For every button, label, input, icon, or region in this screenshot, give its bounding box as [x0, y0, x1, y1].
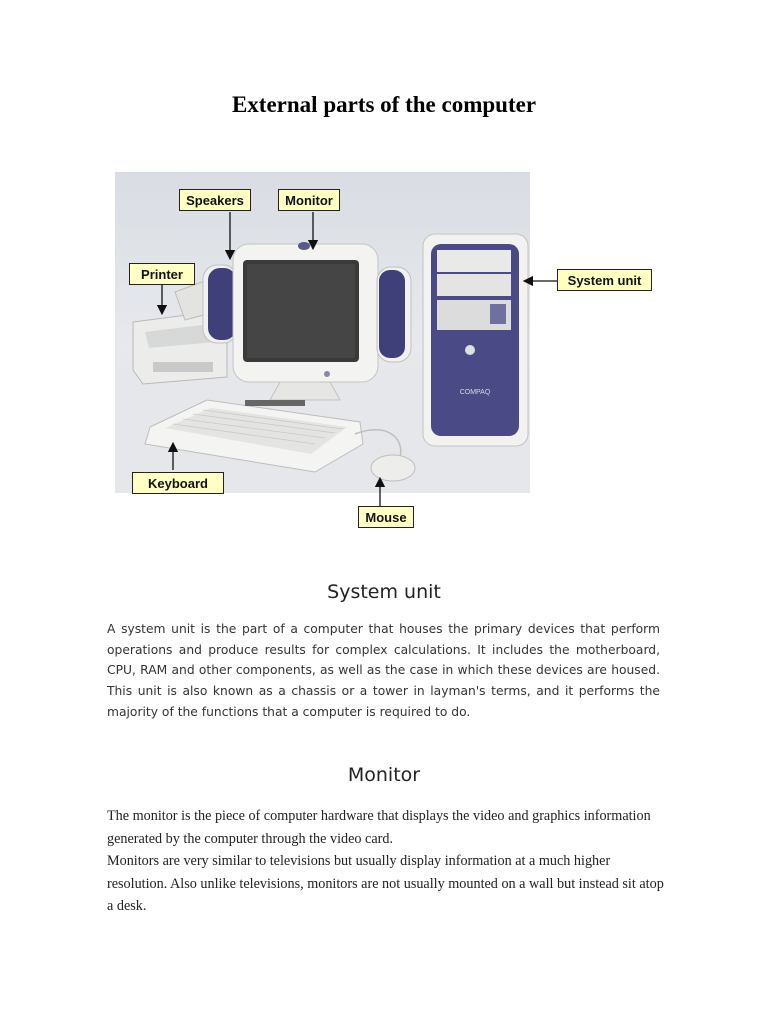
left-speaker: [203, 265, 237, 343]
printer-label: Printer: [129, 263, 195, 285]
monitor-label: Monitor: [278, 189, 340, 211]
right-speaker: [377, 267, 411, 362]
computer-illustration: [115, 172, 530, 493]
mouse-label: Mouse: [358, 506, 414, 528]
monitor-paragraph-1: The monitor is the piece of computer hardware that displays the video and graphics information generated by the computer through the video card.: [107, 808, 651, 847]
system-unit-device: [423, 234, 528, 446]
system-unit-body: A system unit is the part of a computer that houses the primary devices that perform operations and produce results for complex calculations. It includes the motherboard, CPU, RAM and other components, as well as the case in which these devices are housed. This unit is also known as a chassis or a tower in layman's terms, and it performs the majority of the functions that a computer is required to do.: [107, 622, 660, 719]
monitor-paragraph-2: Monitors are very similar to televisions but usually display information at a much higher resolution. Also unlike televisions, monitors are not usually mounted on a wall but instead sit atop a desk.: [107, 853, 664, 914]
keyboard-label: Keyboard: [132, 472, 224, 494]
system-unit-heading: System unit: [327, 581, 441, 603]
monitor-heading: Monitor: [347, 764, 421, 786]
speakers-label: Speakers: [179, 189, 251, 211]
monitor-device: [233, 242, 378, 400]
brand-logo: COMPAQ: [459, 389, 491, 396]
page-title: External parts of the computer: [231, 92, 537, 117]
computer-photo: [115, 172, 530, 493]
system-unit-label: System unit: [557, 269, 652, 291]
monitor-body: [107, 805, 667, 918]
